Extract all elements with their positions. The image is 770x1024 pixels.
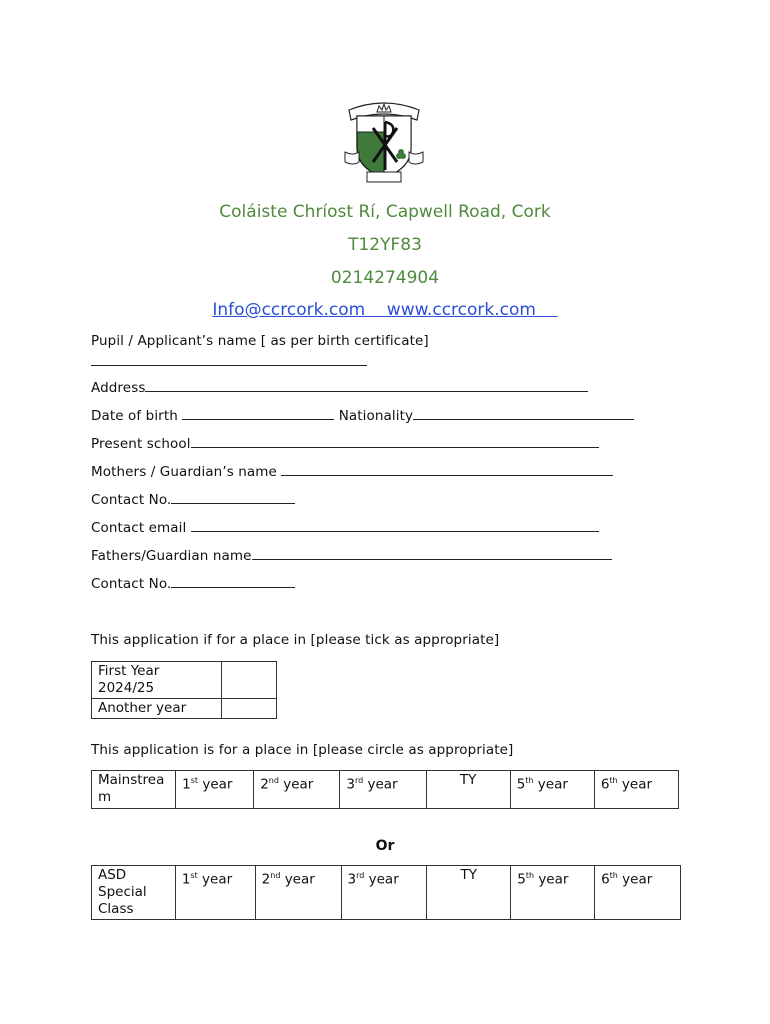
address-label: Address: [91, 380, 146, 396]
contact-no-2-label: Contact No.: [91, 576, 172, 592]
asd-year-2[interactable]: 2nd year: [255, 866, 341, 920]
mainstream-year-5[interactable]: 5th year: [510, 771, 594, 809]
dob-nationality-row: [91, 408, 634, 424]
tick-instruction: This application if for a place in [please tick as appropriate]: [91, 632, 500, 648]
website-link[interactable]: www.ccrcork.com: [386, 300, 536, 320]
asd-year-1[interactable]: 1st year: [175, 866, 255, 920]
address-row: [91, 380, 588, 396]
contact-links: [0, 300, 770, 320]
mainstream-year-6[interactable]: 6th year: [594, 771, 678, 809]
pupil-name-field[interactable]: [91, 354, 367, 370]
mother-row: [91, 464, 613, 480]
contact-email-field[interactable]: [191, 521, 599, 532]
asd-year-3[interactable]: 3rd year: [341, 866, 427, 920]
asd-special-class-label: ASD Special Class: [92, 866, 176, 920]
mainstream-year-1[interactable]: 1st year: [176, 771, 254, 809]
address-field[interactable]: [145, 381, 588, 392]
mainstream-year-table: [91, 770, 679, 809]
school-crest-logo: [343, 96, 425, 184]
asd-year-table: [91, 865, 681, 920]
mainstream-year-3[interactable]: 3rd year: [340, 771, 426, 809]
mother-name-field[interactable]: [281, 465, 613, 476]
nationality-label: Nationality: [338, 408, 414, 424]
mainstream-ty[interactable]: TY: [426, 771, 510, 809]
first-year-label: First Year 2024/25: [92, 662, 222, 699]
present-school-row: [91, 436, 599, 452]
eircode: T12YF83: [348, 235, 422, 255]
present-school-label: Present school: [91, 436, 191, 452]
mother-name-label: Mothers / Guardian’s name: [91, 464, 277, 480]
contact2-row: [91, 576, 295, 592]
father-name-label: Fathers/Guardian name: [91, 548, 252, 564]
contact-no-field[interactable]: [171, 493, 295, 504]
first-year-tick-box[interactable]: [222, 662, 277, 699]
phone-number: 0214274904: [330, 268, 440, 288]
mainstream-year-2[interactable]: 2nd year: [254, 771, 340, 809]
pupil-name-label: Pupil / Applicant’s name [ as per birth certificate]: [91, 333, 429, 349]
present-school-field[interactable]: [191, 437, 599, 448]
or-separator: Or: [375, 838, 395, 854]
contact-no-label: Contact No.: [91, 492, 172, 508]
asd-year-5[interactable]: 5th year: [511, 866, 595, 920]
contact-no-2-field[interactable]: [171, 577, 295, 588]
email-link[interactable]: Info@ccrcork.com: [212, 300, 366, 320]
mainstream-label: Mainstream: [92, 771, 176, 809]
year-tick-table: [91, 661, 277, 719]
another-year-tick-box[interactable]: [222, 699, 277, 719]
dob-field[interactable]: [182, 409, 334, 420]
contact-email-label: Contact email: [91, 520, 187, 536]
circle-instruction: This application is for a place in [please circle as appropriate]: [91, 742, 514, 758]
school-name-address: Coláiste Chríost Rí, Capwell Road, Cork: [219, 202, 551, 222]
contact-email-row: [91, 520, 599, 536]
father-name-field[interactable]: [252, 549, 612, 560]
another-year-label: Another year: [92, 699, 222, 719]
asd-year-6[interactable]: 6th year: [595, 866, 681, 920]
contact1-row: [91, 492, 295, 508]
nationality-field[interactable]: [413, 409, 634, 420]
father-row: [91, 548, 612, 564]
dob-label: Date of birth: [91, 408, 178, 424]
asd-ty[interactable]: TY: [427, 866, 511, 920]
